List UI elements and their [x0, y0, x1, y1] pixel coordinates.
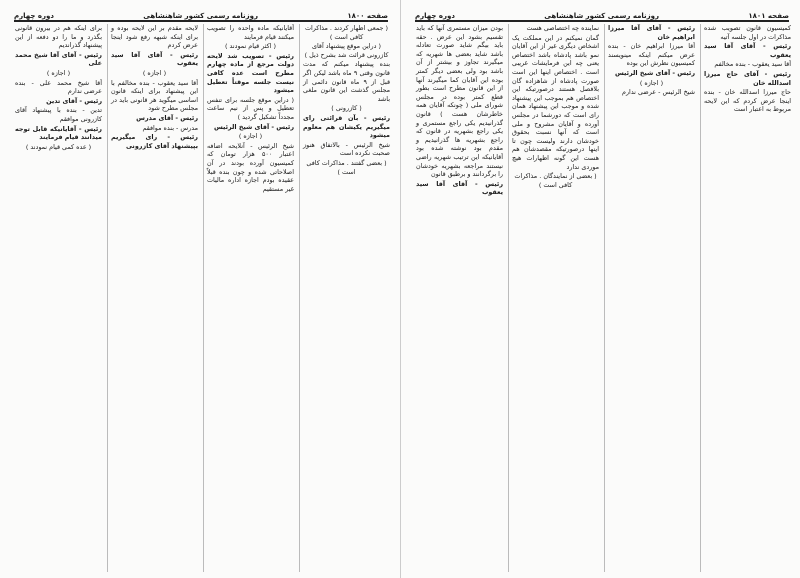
- speaker-paragraph: رئیس - آقای شیخ الرئیس: [614, 68, 695, 77]
- parenthetical-note: ( دراین موقع پیشنهاد آقای کازرونی قرائت شد بشرح ذیل ): [304, 42, 389, 59]
- paragraph: بودن میزان مستمری آنها که باید تقسیم بشود این عرض . حقه باید بیگم شاید صورت تعادله باشد شاید بعضی ها شهریه که میگیرند تجاوز و بیشتر از آن باشد بود ولی بعضی دیگر کمتر بوده این آقایان کما میگیرند آنها از این قانون مطرح است بطور قطع کمتر بوده در مجلس شورای ملی ( چونکه آقایان همه خاطرشان هست ) قانون گذرانیدیم یکی راجع مستمری و یکی راجع بشهریه در قانون که راجع بشهریه ها گذرانیدیم و مقدم بود نوشته شده بود آقایانیکه این ترتیب شهریه راضی نیستند مراجعه بشهریه خودشان را برگردانند و برطبق قانون: [416, 24, 503, 179]
- text-column: [203, 24, 294, 572]
- page-header: [14, 6, 388, 22]
- newspaper-title: روزنامه رسمی کشور شاهنشاهی: [143, 12, 259, 20]
- parenthetical-note: ( اکثر قیام نمودند ): [224, 42, 277, 51]
- speaker-paragraph: رئیس - آقای شیخ الرئیس: [213, 122, 294, 131]
- paragraph: آقایانیکه ماده واحده را تصویب میکنند قیام فرمایند: [207, 24, 294, 41]
- text-column: [700, 24, 791, 572]
- page-number: صفحه ۱۸۰۱: [748, 12, 789, 20]
- paragraph: شیخ الرئیس - بالاتفاق هنوز صحبت نکرده است: [303, 140, 390, 158]
- paragraph: حاج میرزا اسدالله خان - بنده اینجا عرض کردم که این لایحه مربوط به اعتبار است: [704, 88, 791, 114]
- speaker-paragraph: رئیس - آقای آقا سید یعقوب: [704, 42, 791, 59]
- speaker-paragraph: رئیس - تصویب شد لایحه دولت مرجع از ماده چهارم مطرح است عده کافی نیست جلسه موقتاً تعطیل میشود: [207, 51, 294, 95]
- paragraph: نماینده چه اختصاصی هست: [526, 24, 599, 32]
- parenthetical-note: ( اجازه ): [238, 132, 263, 141]
- speaker-paragraph: رئیس - آقای مدرس: [136, 113, 198, 122]
- speaker-paragraph: رئیس - آقای حاج میرزا اسدالله خان: [704, 69, 791, 87]
- speaker-paragraph: رئیس - بآن قرائتی رای میگیریم یکیشان هم معلوم میشود: [303, 113, 390, 140]
- paragraph: بنده پیشنهاد میکنم که مدت قانون وقتی ۹ ماه باشد لیکن اگر قبل از ۹ ماه قانون دائمی از مجلس گذشت این قانون ملغی باشد: [303, 60, 390, 103]
- parenthetical-note: ( بعضی گفتند . مذاکرات کافی است ): [306, 158, 387, 176]
- parenthetical-note: ( اجازه ): [639, 78, 664, 87]
- paragraph: شیخ الرئیس - عرضی ندارم: [622, 88, 695, 97]
- parenthetical-note: ( بعضی از نمایندگان . مذاکرات کافی است ): [514, 172, 597, 189]
- page-number: صفحه ۱۸۰۰: [347, 12, 388, 20]
- paragraph: کمیسیون قانون تصویب شده مذاکرات در اول جلسه آتیه: [704, 24, 791, 41]
- paragraph: آقا سید یعقوب - بنده مخالفم: [714, 60, 791, 69]
- volume-label: دوره چهارم: [415, 12, 455, 20]
- speaker-paragraph: رئیس - آقای آقا سید یعقوب: [416, 179, 503, 197]
- paragraph: شیخ الرئیس - آنلایحه اضافه اعتبار ۵۰۰ هزار تومان که کمیسیون آورده بودند در آن اصلاحاتی شده و چون بنده قبلاً عقیده بودم اجازه اداره مالیات غیر مستقیم: [207, 141, 294, 193]
- speaker-paragraph: رئیس - آقای تدین: [46, 96, 102, 105]
- newspaper-title: روزنامه رسمی کشور شاهنشاهی: [544, 12, 660, 20]
- volume-label: دوره چهارم: [14, 12, 54, 20]
- text-column: [12, 24, 102, 572]
- parenthetical-note: ( عده کمی قیام نمودند ): [25, 142, 92, 151]
- paragraph: ( دراین موقع جلسه برای تنفس تعطیل و پس از نیم ساعت مجدداً تشکیل گردید ): [207, 95, 294, 121]
- paragraph: تدین - بنده با پیشنهاد آقای کازرونی موافقم: [15, 106, 102, 123]
- text-column: [107, 24, 198, 572]
- text-column: [413, 24, 503, 572]
- speaker-paragraph: رئیس - آقای آقا میرزا ابراهیم خان: [608, 24, 695, 41]
- text-column: [508, 24, 599, 572]
- text-columns: [413, 24, 791, 572]
- speaker-paragraph: رئیس - آقایانیکه قابل توجه میدانند قیام فرمایند: [15, 124, 102, 142]
- right-page: [400, 0, 800, 578]
- text-column: [604, 24, 695, 572]
- paragraph: لایحه مقدم بر این لایحه بوده و برای اینکه شبهه رفع شود اینجا عرض کردم: [111, 24, 198, 50]
- paragraph: گمان نمیکنم در این مملکت یک اشخاص دیگری غیر از این آقایان نمو باشد پادشاه باشد اختصاص یعنی چه این فرمایشات غریبی است . اختصاص اینها این است صورت پادشاه از شاهزاده گان بلافصل هستند درصورتیکه این اختصاص هم بموجب این پیشنهاد شده و موجب این پیشنهاد همان رای است که دورشما در مجلس آورده و آقایان مشروح و ملی است که آنها نسبت بحقوق خودشان دارند ولیست چون تا اینها درصورتیکه مقصدشان هم هست این گونه اظهارات هیچ موردی ندارد: [512, 33, 599, 171]
- paragraph: برای اینکه هم در بیرون قانونی بگذرد و ما را دو دفعه از این پیشنهاد گذراندیم: [15, 24, 102, 50]
- parenthetical-note: ( جمعی اظهار کردند . مذاکرات کافی است ): [304, 24, 389, 41]
- speaker-paragraph: رئیس - آقای آقا سید یعقوب: [111, 50, 198, 68]
- parenthetical-note: ( کازرونی ): [331, 104, 362, 113]
- parenthetical-note: ( اجازه ): [142, 68, 167, 77]
- paragraph: مدرس - بنده موافقم: [142, 123, 198, 132]
- page-header: [415, 6, 789, 22]
- speaker-paragraph: رئیس - آقای آقا شیخ محمد علی: [15, 50, 102, 68]
- paragraph: آقا شیخ محمد علی - بنده عرضی ندارم: [15, 78, 102, 96]
- paragraph: آقا میرزا ابراهیم خان - بنده عرض میکنم اینکه مینویسند کمیسیون نظرش این بوده: [608, 42, 695, 68]
- speaker-paragraph: رئیس - رای میگیریم بپیشنهاد آقای کازرونی: [111, 133, 198, 150]
- text-columns: [12, 24, 390, 572]
- parenthetical-note: ( اجازه ): [46, 68, 71, 77]
- paragraph: آقا سید یعقوب - بنده مخالفم با این پیشنهاد برای اینکه قانون اساسی میگوید هر قانونی باید در مجلس مطرح شود: [111, 78, 198, 113]
- text-column: [299, 24, 390, 572]
